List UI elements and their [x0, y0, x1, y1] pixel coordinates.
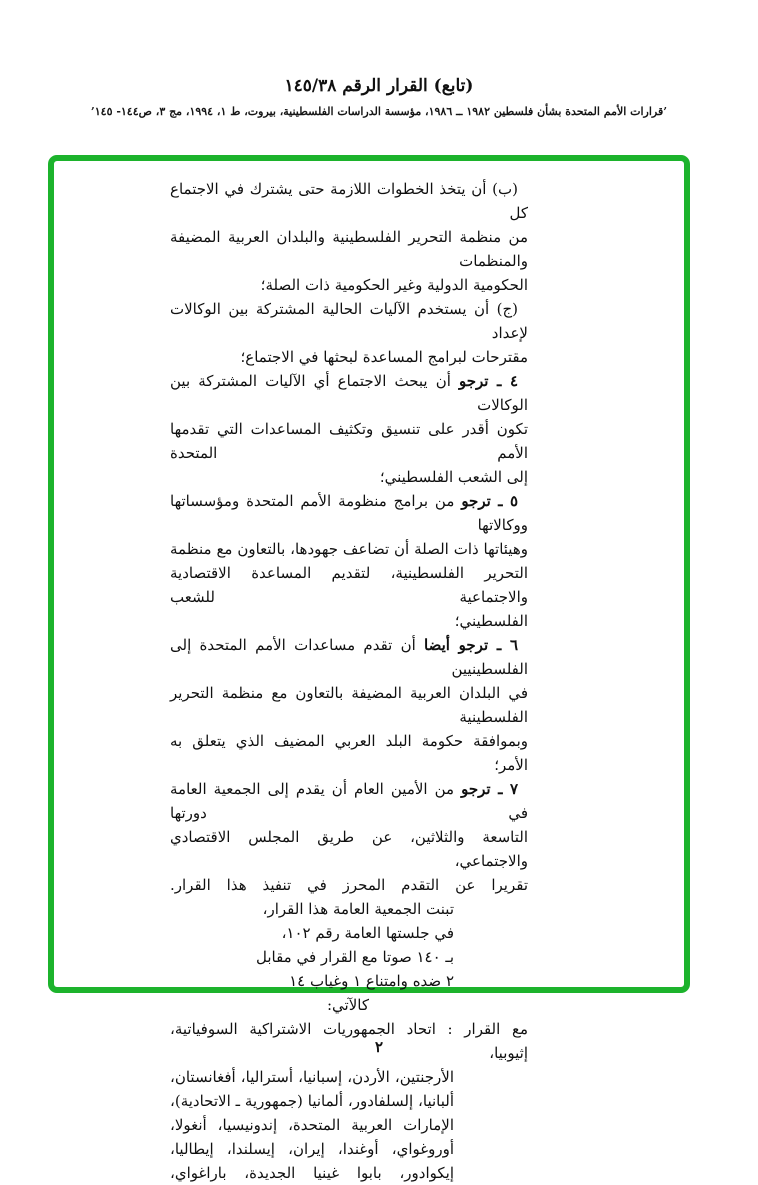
resolution-text-line: [170, 969, 454, 993]
document-title: (تابع) القرار الرقم ١٤٥/٣٨: [284, 76, 474, 96]
green-highlight-box: [48, 155, 690, 1182]
resolution-text-line: [170, 1089, 454, 1113]
line-text: الأرجنتين، الأردن، إسبانيا، أستراليا، أفغانستان،: [170, 1068, 454, 1086]
line-text: من منظمة التحرير الفلسطينية والبلدان العربية المضيفة والمنظمات: [170, 228, 528, 270]
resolution-text-line: [170, 537, 528, 561]
resolution-text-line: [170, 297, 528, 345]
resolution-text-line: [170, 729, 528, 777]
resolution-text-line: [170, 897, 454, 921]
line-text: كالآتي:: [327, 996, 369, 1014]
resolution-text-line: [170, 633, 528, 681]
line-text: (ج) أن يستخدم الآليات الحالية المشتركة بين الوكالات لإعداد: [170, 300, 528, 342]
resolution-text-line: [170, 825, 528, 873]
resolution-text-line: [170, 1113, 454, 1137]
resolution-text-line: [170, 609, 528, 633]
resolution-text-line: [170, 273, 528, 297]
line-text: التاسعة والثلاثين، عن طريق المجلس الاقتصادي والاجتماعي،: [170, 828, 528, 870]
resolution-text-line: [170, 561, 528, 609]
line-text: الحكومية الدولية وغير الحكومية ذات الصلة؛: [260, 276, 528, 294]
resolution-text-line: [170, 1137, 454, 1161]
line-text: الإمارات العربية المتحدة، إندونيسيا، أنغولا،: [170, 1116, 454, 1134]
line-text: وهيئاتها ذات الصلة أن تضاعف جهودها، بالتعاون مع منظمة: [170, 540, 528, 558]
emphasis-text: ٧ ـ ترجو: [461, 780, 519, 798]
resolution-text-line: [170, 369, 528, 417]
line-text: إلى الشعب الفلسطيني؛: [379, 468, 528, 486]
line-text: مع القرار : اتحاد الجمهوريات الاشتراكية السوفياتية، إثيوبيا،: [170, 1020, 528, 1062]
resolution-text-line: [170, 177, 528, 225]
source-citation: ’قرارات الأمم المتحدة بشأن فلسطين ١٩٨٢ ــ ١٩٨٦، مؤسسة الدراسات الفلسطينية، بيروت، ط ١، ١٩٩٤، مج ٣، ص١٤٤- ١٤٥’: [90, 105, 668, 118]
resolution-text-line: [170, 225, 528, 273]
resolution-text-line: [170, 1065, 454, 1089]
line-text: أن تقدم مساعدات الأمم المتحدة إلى الفلسطينيين: [170, 636, 528, 678]
line-text: في جلستها العامة رقم ١٠٢،: [281, 924, 454, 942]
line-text: وبموافقة حكومة البلد العربي المضيف الذي يتعلق به الأمر؛: [170, 732, 528, 774]
line-text: التحرير الفلسطينية، لتقديم المساعدة الاقتصادية والاجتماعية للشعب: [170, 564, 528, 606]
line-text: من برامج منظومة الأمم المتحدة ومؤسساتها ووكالاتها: [170, 492, 528, 534]
resolution-text-line: [170, 1161, 454, 1185]
resolution-text-line: [170, 921, 454, 945]
line-text: في البلدان العربية المضيفة بالتعاون مع منظمة التحرير الفلسطينية: [170, 684, 528, 726]
emphasis-text: ٦ ـ ترجو أيضا: [424, 636, 518, 654]
line-text: أن يبحث الاجتماع أي الآليات المشتركة بين الوكالات: [170, 372, 528, 414]
line-text: تبنت الجمعية العامة هذا القرار،: [262, 900, 454, 918]
emphasis-text: ٥ ـ ترجو: [461, 492, 518, 510]
line-text: ألبانيا، إلسلفادور، ألمانيا (جمهورية ـ الاتحادية)،: [170, 1092, 454, 1110]
page-number: ٢: [374, 1038, 384, 1056]
line-text: إيكوادور، بابوا غينيا الجديدة، باراغواي،: [170, 1164, 454, 1182]
resolution-text-line: [170, 489, 528, 537]
resolution-text-line: [170, 417, 528, 465]
resolution-text-line: [170, 873, 528, 897]
line-text: ٢ ضده وامتناع ١ وغياب ١٤: [289, 972, 454, 990]
line-text: تقريرا عن التقدم المحرز في تنفيذ هذا القرار.: [170, 876, 528, 894]
line-text: من الأمين العام أن يقدم إلى الجمعية العامة في دورتها: [170, 780, 528, 822]
resolution-text-line: [170, 777, 528, 825]
line-text: أوروغواي، أوغندا، إيران، إيسلندا، إيطاليا،: [170, 1140, 454, 1158]
line-text: بـ ١٤٠ صوتا مع القرار في مقابل: [255, 948, 454, 966]
line-text: تكون أقدر على تنسيق وتكثيف المساعدات التي تقدمها الأمم المتحدة: [170, 420, 528, 462]
resolution-text-line: [170, 993, 369, 1017]
emphasis-text: ٤ ـ ترجو: [458, 372, 519, 390]
resolution-text-line: [170, 681, 528, 729]
resolution-text-line: [170, 345, 528, 369]
line-text: مقترحات لبرامج المساعدة لبحثها في الاجتماع؛: [240, 348, 528, 366]
line-text: (ب) أن يتخذ الخطوات اللازمة حتى يشترك في الاجتماع كل: [170, 180, 528, 222]
resolution-text-line: [170, 465, 528, 489]
line-text: الفلسطيني؛: [454, 612, 528, 630]
resolution-text-line: [170, 945, 454, 969]
resolution-body: [170, 177, 528, 1185]
